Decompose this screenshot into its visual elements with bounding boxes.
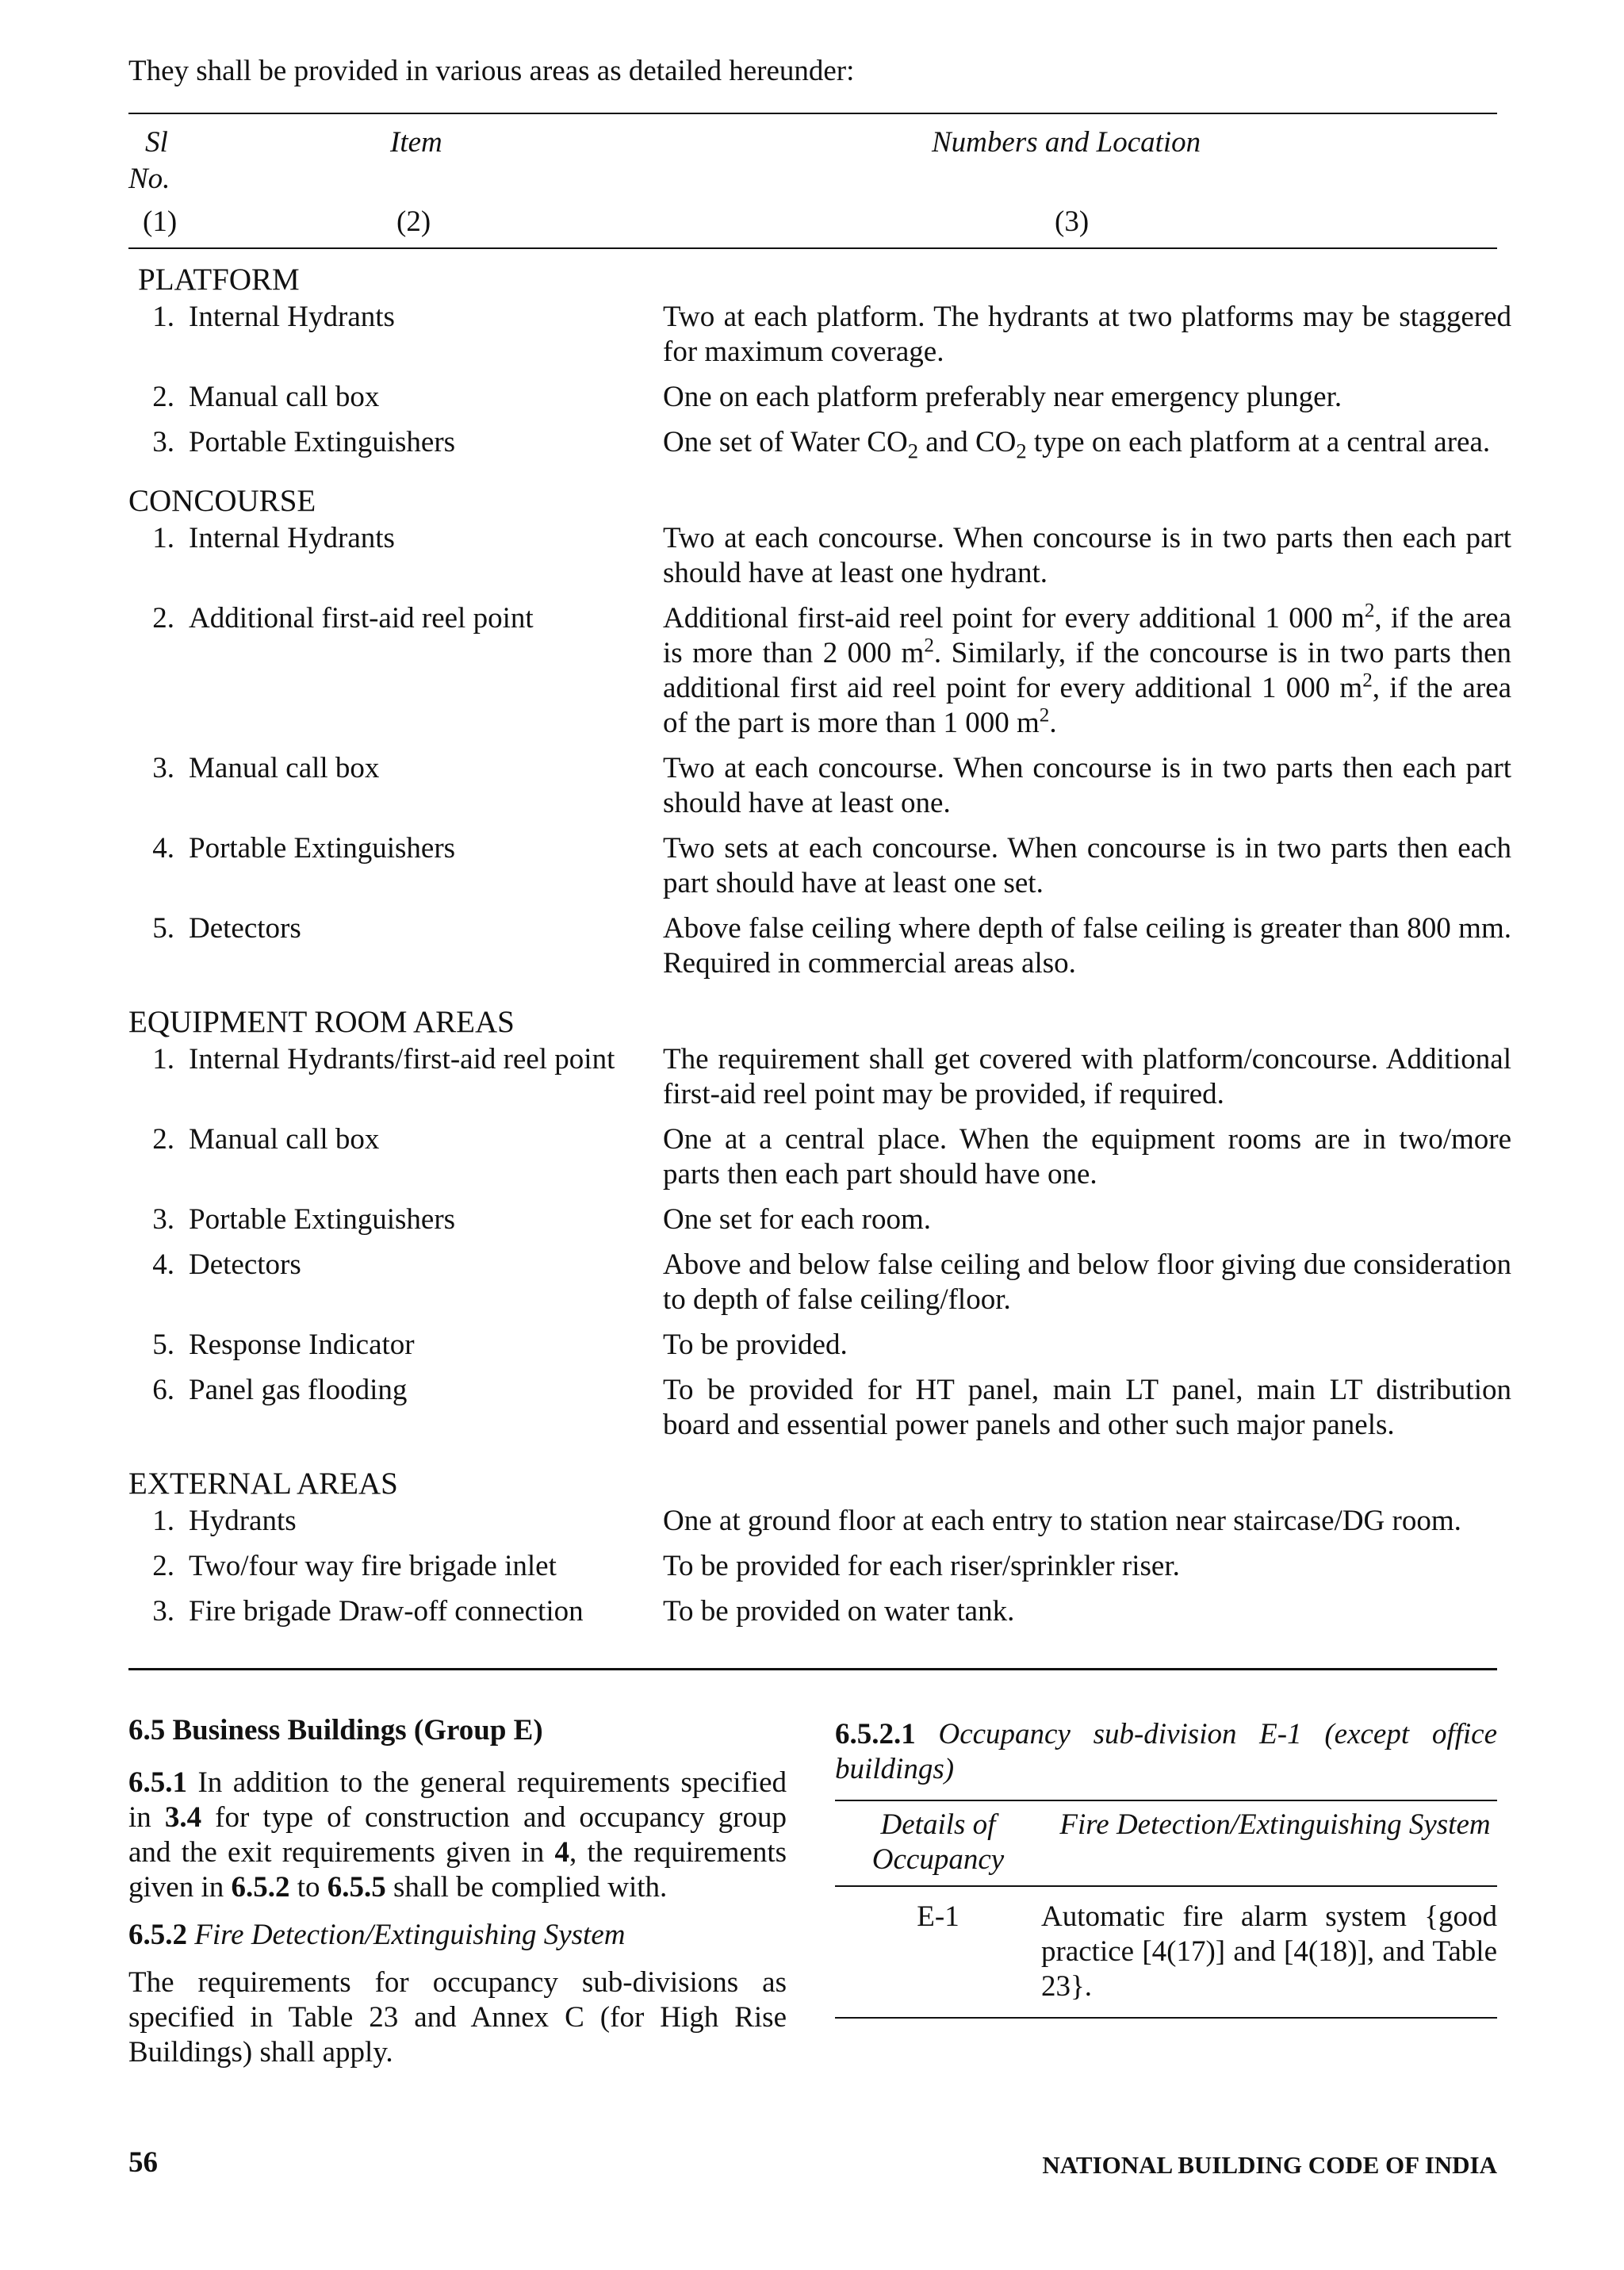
row-location: One at a central place. When the equipment rooms are in two/more parts then each part should have one. (663, 1123, 1511, 1191)
row-item: Internal Hydrants (189, 301, 395, 333)
row-location: Above false ceiling where depth of false ceiling is greater than 800 mm. Required in commercial areas also. (663, 912, 1511, 980)
table-row (128, 380, 1497, 415)
occupancy-system: Automatic fire alarm system {good practice [4(17)] and [4(18)], and Table 23}. (1041, 1900, 1497, 2003)
row-location: Two sets at each concourse. When concourse is in two parts then each part should have at least one set. (663, 832, 1511, 899)
occupancy-header-details: Details of Occupancy (871, 1808, 1005, 1876)
occupancy-header-system: Fire Detection/Extinguishing System (1059, 1808, 1491, 1841)
row-location: One set for each room. (663, 1203, 932, 1236)
row-number: 1. (152, 301, 174, 333)
row-number: 5. (152, 912, 174, 945)
row-number: 2. (152, 602, 174, 635)
row-item: Portable Extinguishers (189, 1203, 456, 1236)
row-item: Detectors (189, 912, 301, 945)
row-location: Two at each concourse. When concourse is in two parts then each part should have at least one. (663, 752, 1511, 819)
row-number: 2. (152, 1550, 174, 1582)
row-location: Above and below false ceiling and below floor giving due consideration to depth of false ceiling/floor. (663, 1248, 1511, 1316)
row-location: One set of Water $CO_2$ and $CO_2$ type on each platform at a central area. (663, 426, 1491, 463)
occupancy-table-header (835, 1801, 1497, 1885)
table-row (835, 1887, 1497, 2017)
row-number: 1. (152, 522, 174, 554)
page-number: 56 (128, 2146, 158, 2179)
header-item: Item (390, 126, 442, 159)
table-row (128, 1328, 1497, 1363)
row-item: Manual call box (189, 1123, 380, 1156)
header-no: No. (128, 163, 170, 195)
row-item: Detectors (189, 1248, 301, 1281)
row-number: 3. (152, 426, 174, 458)
row-item: Internal Hydrants (189, 522, 395, 554)
row-location: To be provided on water tank. (663, 1595, 1015, 1628)
table-row (128, 300, 1511, 370)
row-location: Additional first-aid reel point for every additional 1 000 $m^2$, if the area is more than 2 000 $m^2$. Similarly, if the concourse is in two parts then additional first aid reel point for every additional 1 000 $m^2$, if the area of the part is more than 1 000 $m^2$. (663, 600, 1511, 739)
row-item: Portable Extinguishers (189, 832, 456, 865)
table-row (128, 600, 1511, 741)
row-item: Additional first-aid reel point (189, 602, 534, 635)
section-gap (128, 470, 1497, 481)
table-row (128, 751, 1511, 821)
section-title: CONCOURSE (128, 484, 316, 518)
section-title: PLATFORM (138, 263, 300, 297)
row-number: 2. (152, 1123, 174, 1156)
column-number-1: (1) (143, 205, 178, 238)
intro-text: They shall be provided in various areas as detailed hereunder: (128, 55, 855, 87)
row-number: 3. (152, 1203, 174, 1236)
table-row (128, 1549, 1497, 1584)
table-row (128, 831, 1511, 901)
left-column (128, 1713, 787, 2083)
row-location: One on each platform preferably near emergency plunger. (663, 381, 1342, 413)
row-location: Two at each platform. The hydrants at two platforms may be staggered for maximum coverage. (663, 301, 1511, 368)
row-number: 4. (152, 1248, 174, 1281)
table-bottom-rule (128, 1668, 1497, 1670)
paragraph-6-5-1: 6.5.1 In addition to the general requirements specified in 3.4 for type of construction and occupancy group and the exit requirements given in 4, the requirements given in 6.5.2 to 6.5.5 shall be complied with. (128, 1766, 787, 1904)
row-item: Internal Hydrants/first-aid reel point (189, 1043, 615, 1076)
row-location: One at ground floor at each entry to station near staircase/DG room. (663, 1505, 1461, 1537)
row-item: Manual call box (189, 752, 380, 784)
section-title: EQUIPMENT ROOM AREAS (128, 1005, 515, 1039)
table-row (128, 425, 1497, 463)
row-item: Hydrants (189, 1505, 297, 1537)
table-row (128, 1594, 1497, 1629)
paragraph-6-5-2: 6.5.2 Fire Detection/Extinguishing System (128, 1919, 626, 1951)
header-sl: Sl (145, 126, 168, 159)
section-gap (128, 1453, 1497, 1464)
column-number-3: (3) (1055, 205, 1090, 238)
publication-title: NATIONAL BUILDING CODE OF INDIA (1042, 2151, 1497, 2179)
table-top-rule (128, 113, 1497, 114)
header-location: Numbers and Location (932, 126, 1201, 159)
row-item: Panel gas flooding (189, 1374, 408, 1406)
row-location: The requirement shall get covered with platform/concourse. Additional first-aid reel point may be provided, if required. (663, 1043, 1511, 1110)
table-row (128, 521, 1511, 591)
row-number: 4. (152, 832, 174, 865)
row-number: 6. (152, 1374, 174, 1406)
occupancy-table (835, 1800, 1497, 2019)
occupancy-code: E-1 (917, 1900, 959, 1933)
row-number: 1. (152, 1043, 174, 1076)
paragraph-requirements: The requirements for occupancy sub-divisions as specified in Table 23 and Annex C (for High Rise Buildings) shall apply. (128, 1966, 787, 2069)
row-location: Two at each concourse. When concourse is in two parts then each part should have at least one hydrant. (663, 522, 1511, 589)
locations-table-body (128, 260, 1511, 1639)
row-item: Portable Extinguishers (189, 426, 456, 458)
right-column (835, 1717, 1497, 2019)
row-item: Manual call box (189, 381, 380, 413)
row-location: To be provided for each riser/sprinkler riser. (663, 1550, 1180, 1582)
row-number: 3. (152, 1595, 174, 1628)
table-row (128, 1122, 1511, 1192)
row-number: 1. (152, 1505, 174, 1537)
section-title: EXTERNAL AREAS (128, 1467, 398, 1501)
table-header-rule (128, 247, 1497, 249)
table-row (128, 1042, 1511, 1112)
row-item: Response Indicator (189, 1329, 415, 1361)
row-number: 3. (152, 752, 174, 784)
row-item: Fire brigade Draw-off connection (189, 1595, 584, 1628)
table-row (128, 1504, 1497, 1539)
table-row (128, 1202, 1497, 1237)
row-location: To be provided for HT panel, main LT panel, main LT distribution board and essential power panels and other such major panels. (663, 1374, 1511, 1441)
occupancy-table-bottom-rule (835, 2017, 1497, 2019)
column-number-2: (2) (396, 205, 431, 238)
section-heading-6-5-2-1: 6.5.2.1 Occupancy sub-division E-1 (except office buildings) (835, 1718, 1498, 1785)
table-row (128, 1248, 1511, 1317)
section-gap (128, 991, 1497, 1003)
row-number: 5. (152, 1329, 174, 1361)
row-item: Two/four way fire brigade inlet (189, 1550, 557, 1582)
section-heading-6-5: 6.5 Business Buildings (Group E) (128, 1714, 543, 1747)
table-row (128, 911, 1511, 981)
row-location: To be provided. (663, 1329, 848, 1361)
table-row (128, 1373, 1511, 1443)
row-number: 2. (152, 381, 174, 413)
